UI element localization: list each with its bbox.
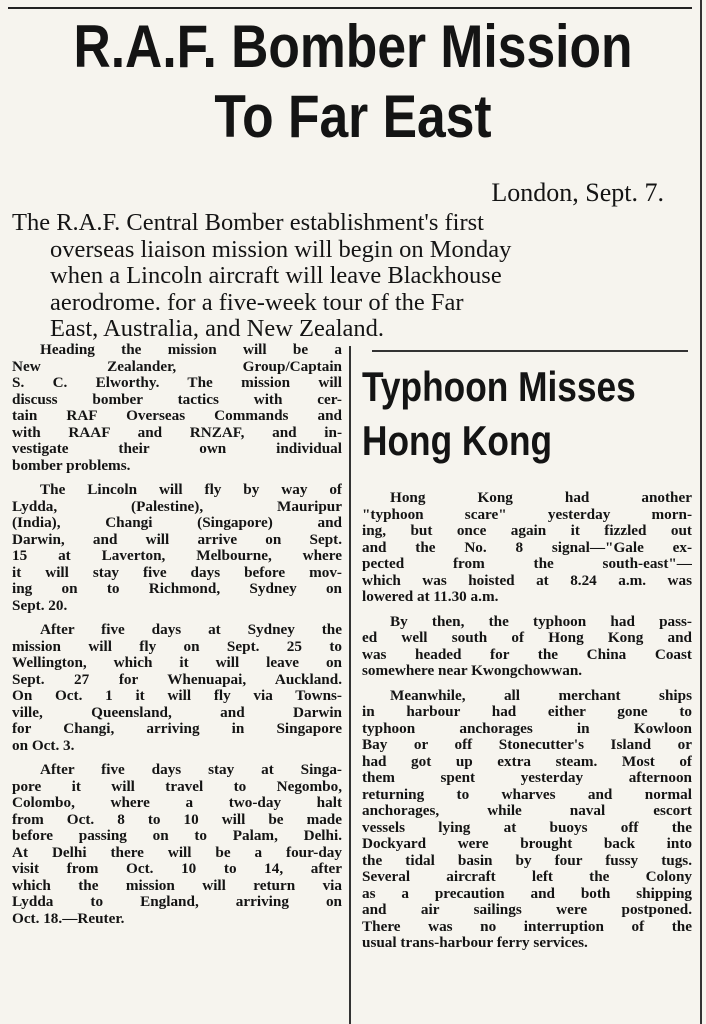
lede-line: aerodrome. for a five-week tour of the Far xyxy=(50,288,464,316)
text-line: There was no interruption of the xyxy=(362,918,692,935)
text-line: usual trans-harbour ferry services. xyxy=(362,935,588,951)
text-line: Lydda to England, arriving on xyxy=(12,894,342,910)
lede-line: The R.A.F. Central Bomber establishment's first xyxy=(12,209,484,236)
text-line: visit from Oct. 10 to 14, after xyxy=(12,861,342,877)
text-line: which the mission will return via xyxy=(12,877,342,894)
text-line: Sept. 27 for Whenuapai, Auckland. xyxy=(12,671,342,688)
text-line: and air sailings were postponed. xyxy=(362,902,692,918)
text-line: Colombo, where a two-day halt xyxy=(12,795,342,811)
text-line: ing, but once again it fizzled out xyxy=(362,523,692,539)
text-line: "typhoon scare" yesterday morn- xyxy=(362,506,692,523)
text-line: anchorages, while naval escort xyxy=(362,803,692,819)
text-line: Sept. 20. xyxy=(12,597,68,614)
main-headline xyxy=(65,12,641,152)
text-line: on Oct. 3. xyxy=(12,737,75,754)
text-line: the tidal basin by four fussy tugs. xyxy=(362,852,692,869)
text-line: vestigate their own individual xyxy=(12,441,342,457)
text-line: somewhere near Kwongchowwan. xyxy=(362,663,583,679)
text-line: ville, Queensland, and Darwin xyxy=(12,704,342,721)
paragraph-gap xyxy=(12,614,342,622)
text-line: 15 at Laverton, Melbourne, where xyxy=(12,548,342,564)
paragraph-gap xyxy=(12,754,342,762)
text-line: S. C. Elworthy. The mission will xyxy=(12,375,342,391)
text-line: had got up extra steam. Most of xyxy=(362,753,692,770)
dateline: London, Sept. 7. xyxy=(491,178,664,207)
text-line: At Delhi there will be a four-day xyxy=(12,844,342,861)
text-line: lowered at 11.30 a.m. xyxy=(362,589,499,605)
headline-line-1: R.A.F. Bomber Mission xyxy=(73,13,633,80)
text-line: New Zealander, Group/Captain xyxy=(12,358,342,375)
subhead-rule xyxy=(372,350,688,352)
text-line: vessels lying at buoys off the xyxy=(362,819,692,836)
text-line: Several aircraft left the Colony xyxy=(362,869,692,885)
text-line: After five days at Sydney the xyxy=(40,622,342,638)
text-line: bomber problems. xyxy=(12,457,131,474)
text-line: mission will fly on Sept. 25 to xyxy=(12,638,342,655)
text-line: with RAAF and RNZAF, and in- xyxy=(12,424,342,441)
subhead-line-2: Hong Kong xyxy=(362,417,553,464)
text-line: On Oct. 1 it will fly via Towns- xyxy=(12,688,342,704)
text-line: before passing on to Palam, Delhi. xyxy=(12,828,342,844)
text-line: Heading the mission will be a xyxy=(40,342,342,358)
text-line: pore it will travel to Negombo, xyxy=(12,778,342,795)
paragraph-gap xyxy=(12,474,342,482)
text-line: Dockyard were brought back into xyxy=(362,836,692,852)
text-line: tain RAF Overseas Commands and xyxy=(12,408,342,424)
text-line: in harbour had either gone to xyxy=(362,704,692,720)
text-line: and the No. 8 signal—"Gale ex- xyxy=(362,539,692,556)
right-column-story xyxy=(362,490,692,952)
text-line: from Oct. 8 to 10 will be made xyxy=(12,811,342,828)
text-line: was headed for the China Coast xyxy=(362,646,692,663)
text-line: Oct. 18.—Reuter. xyxy=(12,910,125,927)
text-line: Meanwhile, all merchant ships xyxy=(390,687,692,704)
secondary-headline xyxy=(362,360,639,468)
text-line: ing on to Richmond, Sydney on xyxy=(12,581,342,597)
left-column-story xyxy=(12,342,342,927)
text-line: discuss bomber tactics with cer- xyxy=(12,391,342,408)
text-line: Hong Kong had another xyxy=(390,490,692,506)
text-line: After five days stay at Singa- xyxy=(40,762,342,778)
text-line: typhoon anchorages in Kowloon xyxy=(362,720,692,737)
paragraph-gap xyxy=(362,606,692,614)
text-line: (India), Changi (Singapore) and xyxy=(12,515,342,531)
lede-line: East, Australia, and New Zealand. xyxy=(50,315,385,342)
text-line: Darwin, and will arrive on Sept. xyxy=(12,531,342,548)
text-line: which was hoisted at 8.24 a.m. was xyxy=(362,572,692,589)
text-line: ed well south of Hong Kong and xyxy=(362,630,692,646)
text-line: for Changi, arriving in Singapore xyxy=(12,721,342,737)
subhead-line-1: Typhoon Misses xyxy=(362,363,636,410)
lede-paragraph xyxy=(12,210,688,343)
paragraph-gap xyxy=(362,680,692,688)
text-line: as a precaution and both shipping xyxy=(362,885,692,902)
headline-line-2: To Far East xyxy=(214,83,492,150)
text-line: Wellington, which it will leave on xyxy=(12,655,342,671)
text-line: By then, the typhoon had pass- xyxy=(390,613,692,630)
text-line: Bay or off Stonecutter's Island or xyxy=(362,737,692,753)
right-border-rule xyxy=(700,0,702,1024)
column-separator xyxy=(349,346,351,1024)
text-line: returning to wharves and normal xyxy=(362,786,692,803)
text-line: Lydda, (Palestine), Mauripur xyxy=(12,498,342,515)
text-line: them spent yesterday afternoon xyxy=(362,770,692,786)
lede-line: overseas liaison mission will begin on Monday xyxy=(50,235,512,263)
text-line: it will stay five days before mov- xyxy=(12,564,342,581)
lede-line: when a Lincoln aircraft will leave Blackhouse xyxy=(50,262,502,289)
text-line: The Lincoln will fly by way of xyxy=(40,482,342,498)
top-rule xyxy=(8,7,692,9)
text-line: pected from the south-east"— xyxy=(362,556,692,572)
